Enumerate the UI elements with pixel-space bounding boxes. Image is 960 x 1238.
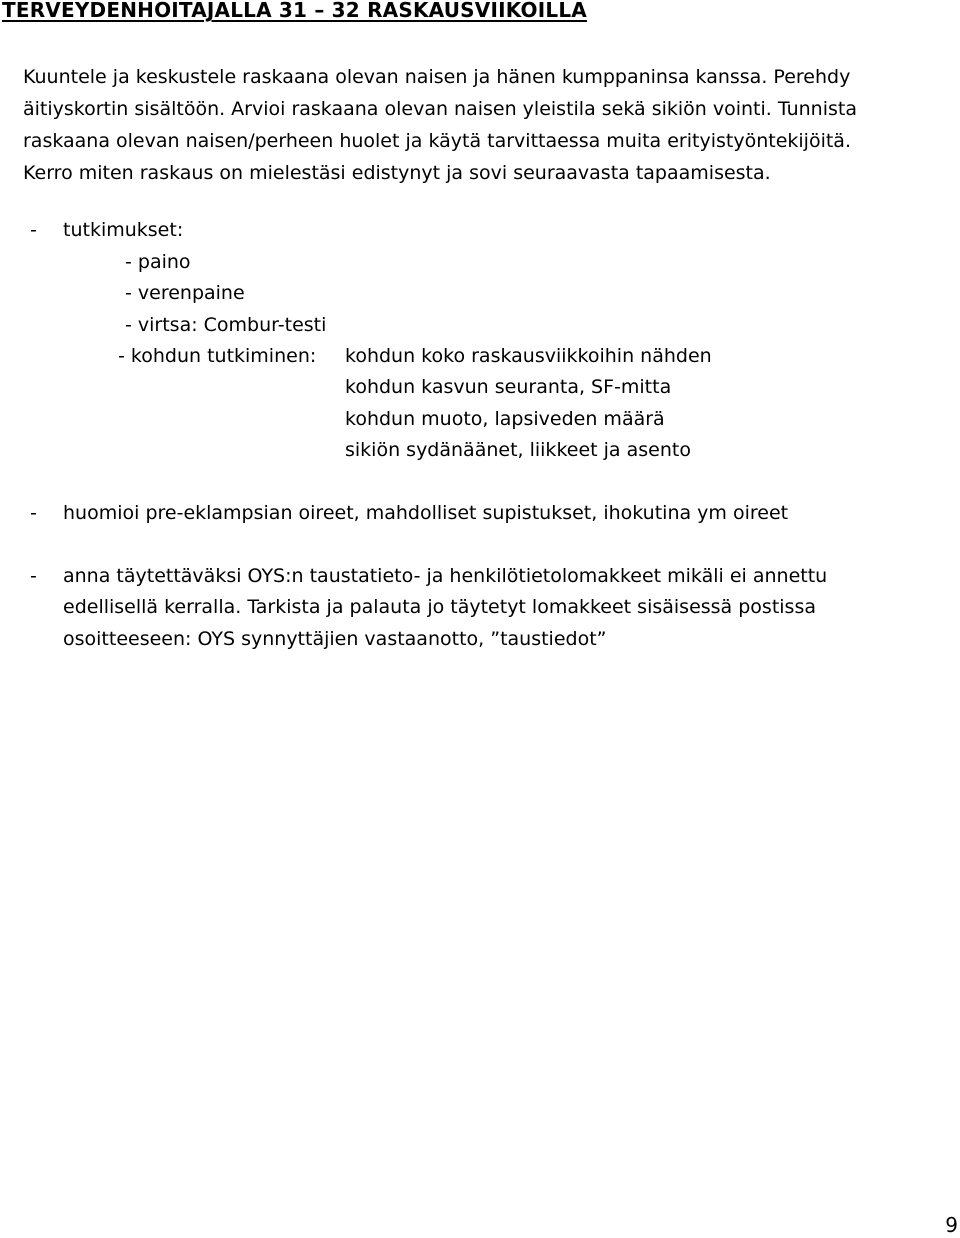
page-title: TERVEYDENHOITAJALLA 31 – 32 RASKAUSVIIKOILLA	[2, 0, 587, 22]
page-number: 9	[945, 1213, 958, 1237]
intro-paragraph	[23, 61, 923, 189]
note-line: anna täytettäväksi OYS:n taustatieto- ja henkilötietolomakkeet mikäli ei annettu	[63, 565, 828, 587]
uterus-exam-line: sikiön sydänäänet, liikkeet ja asento	[345, 439, 691, 461]
note-line: osoitteeseen: OYS synnyttäjien vastaanotto, ”taustiedot”	[63, 628, 607, 650]
test-item-urine: - virtsa: Combur-testi	[125, 314, 327, 336]
intro-line: Kuuntele ja keskustele raskaana olevan naisen ja hänen kumppaninsa kanssa. Perehdy	[23, 66, 851, 88]
bullet-dash: -	[30, 219, 37, 241]
note-line: huomioi pre-eklampsian oireet, mahdolliset supistukset, ihokutina ym oireet	[63, 502, 789, 524]
bullet-dash: -	[30, 502, 37, 524]
uterus-exam-label: - kohdun tutkiminen:	[118, 345, 317, 367]
test-item-blood-pressure: - verenpaine	[125, 282, 245, 304]
uterus-exam-line: kohdun koko raskausviikkoihin nähden	[345, 345, 712, 367]
bullet-dash: -	[30, 565, 37, 587]
test-item-weight: - paino	[125, 251, 191, 273]
intro-line: äitiyskortin sisältöön. Arvioi raskaana olevan naisen yleistila sekä sikiön vointi. Tunnista	[23, 98, 857, 120]
intro-line: raskaana olevan naisen/perheen huolet ja käytä tarvittaessa muita erityistyöntekijöitä.	[23, 130, 851, 152]
tests-heading: tutkimukset:	[63, 219, 184, 241]
note-line: edellisellä kerralla. Tarkista ja palauta jo täytetyt lomakkeet sisäisessä postissa	[63, 596, 816, 618]
uterus-exam-line: kohdun muoto, lapsiveden määrä	[345, 408, 665, 430]
intro-line: Kerro miten raskaus on mielestäsi edistynyt ja sovi seuraavasta tapaamisesta.	[23, 162, 771, 184]
uterus-exam-line: kohdun kasvun seuranta, SF-mitta	[345, 376, 672, 398]
